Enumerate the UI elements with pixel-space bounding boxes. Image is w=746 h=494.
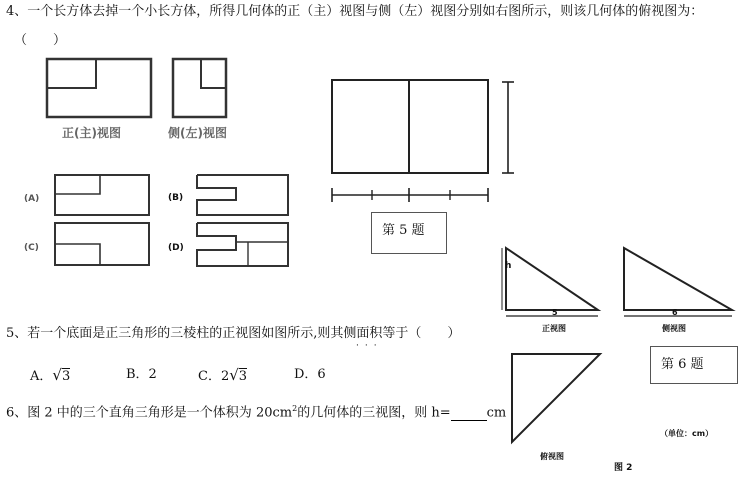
- q6-dim-front: 5: [552, 308, 558, 317]
- q4-opt-c: (C): [24, 243, 39, 253]
- q6-dim-side: 6: [672, 308, 678, 317]
- q4-opt-d: (D): [168, 243, 184, 253]
- q6-side-label: 侧视图: [662, 324, 686, 333]
- q5-tag: 第 5 题: [371, 212, 447, 254]
- q6-top-view: [506, 350, 606, 446]
- q4-side-view: [172, 58, 232, 120]
- q4-text: 4、一个长方体去掉一个小长方体，所得几何体的正（主）视图与侧（左）视图分别如右图所示，则该几何体的俯视图为：: [6, 4, 704, 19]
- q4-paren: （ ）: [14, 33, 67, 48]
- q5-emphasis-dots: ···: [356, 341, 383, 351]
- q5-opt-a: A．√3: [30, 366, 71, 384]
- q5-opt-c: C．2√3: [198, 366, 248, 384]
- q4-front-view: [46, 58, 156, 120]
- q6-h-label: h: [505, 261, 512, 271]
- q6-tag: 第 6 题: [650, 346, 738, 384]
- q6-top-label: 俯视图: [540, 452, 564, 461]
- q4-side-label: 侧(左)视图: [168, 126, 227, 140]
- q4-opt-a: (A): [24, 194, 40, 204]
- q6-fig-label: 图 2: [614, 463, 633, 473]
- q5-front-view: [328, 78, 518, 212]
- q5-text: 5、若一个底面是正三角形的三棱柱的正视图如图所示,则其侧面积等于（ ）: [6, 326, 461, 341]
- q4-option-b-figure: [196, 174, 292, 218]
- q6-unit-note: （单位：cm）: [660, 429, 714, 438]
- q6-text: 6、图 2 中的三个直角三角形是一个体积为 $20cm^2$的几何体的三视图，则 h= cm: [6, 404, 507, 421]
- q6-front-label: 正视图: [542, 324, 566, 333]
- q4-option-c-figure: [54, 222, 154, 268]
- q4-option-d-figure: [196, 222, 292, 270]
- q5-opt-d: D．6: [294, 367, 326, 382]
- q6-side-view: [620, 244, 740, 318]
- q4-front-label: 正(主)视图: [62, 126, 121, 140]
- q5-opt-b: B．2: [126, 367, 157, 382]
- q4-opt-b: (B): [168, 193, 184, 203]
- q4-option-a-figure: [54, 174, 154, 218]
